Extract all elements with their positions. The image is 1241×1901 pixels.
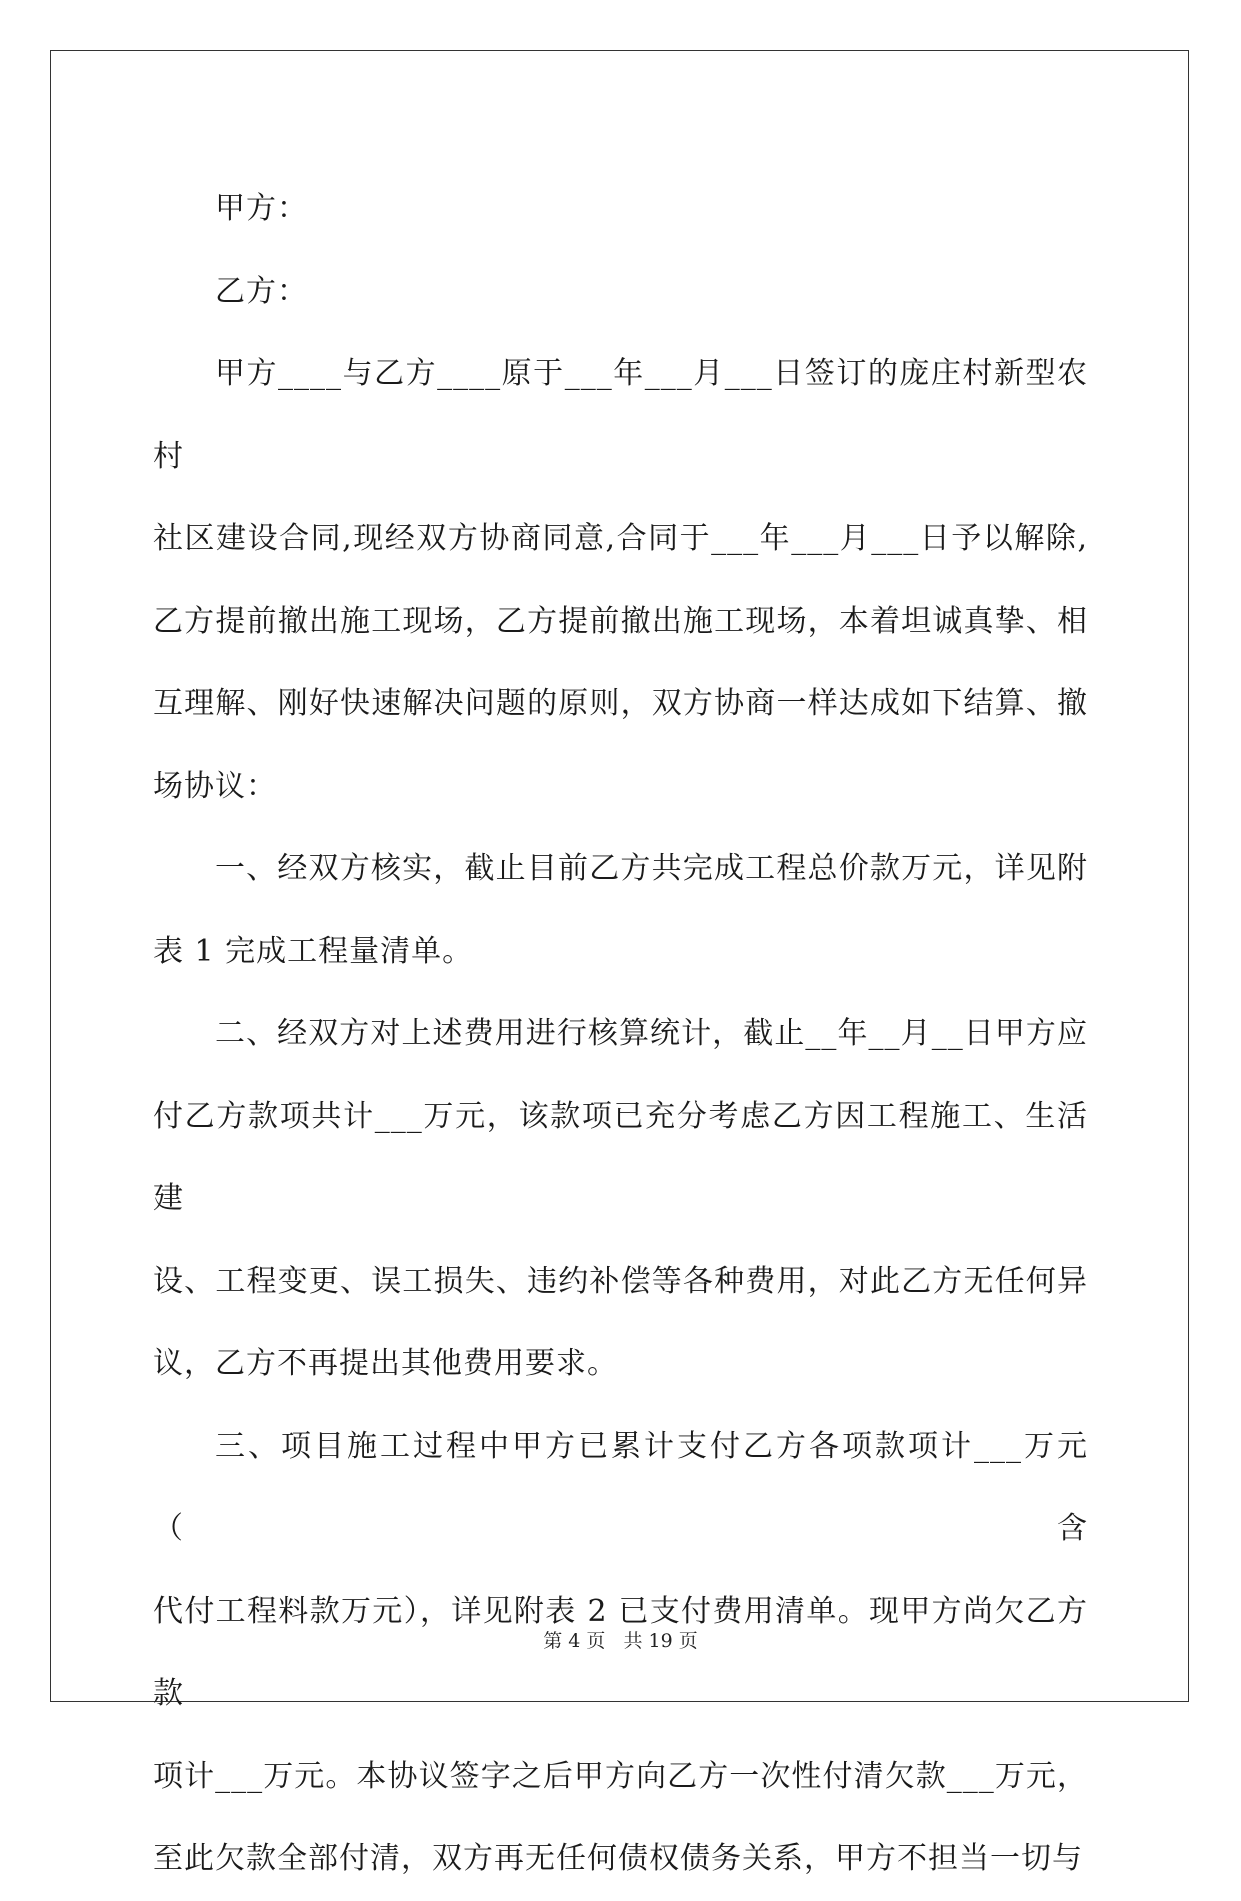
paragraph-clause-3: [153, 1406, 1088, 1901]
text-line: 项计___万元。本协议签字之后甲方向乙方一次性付清欠款___万元，: [153, 1758, 1088, 1794]
text-line: 议，乙方不再提出其他费用要求。: [153, 1346, 618, 1381]
text-line: 一、经双方核实，截止目前乙方共完成工程总价款万元，详见附: [215, 851, 1088, 886]
page-number: 第 4 页: [543, 1630, 606, 1652]
paragraph-intro: [153, 333, 1088, 828]
text-line: 表 1 完成工程量清单。: [153, 933, 474, 969]
text-line: 二、经双方对上述费用进行核算统计，截止__年__月__日甲方应: [215, 1016, 1088, 1051]
text-line: 代付工程料款万元），详见附表 2 已支付费用清单。现甲方尚欠乙方款: [153, 1593, 1088, 1711]
text-line: 社区建设合同,现经双方协商同意,合同于___年___月___日予以解除,: [153, 521, 1088, 556]
text-line: 付乙方款项共计___万元，该款项已充分考虑乙方因工程施工、生活建: [153, 1098, 1088, 1216]
paragraph-clause-2: [153, 993, 1088, 1406]
text-line: 乙方提前撤出施工现场，乙方提前撤出施工现场，本着坦诚真挚、相: [153, 603, 1088, 639]
paragraph-party-b: [153, 251, 1088, 334]
text-line: 乙方：: [215, 273, 308, 309]
page-total: 共 19 页: [623, 1630, 698, 1652]
text-line: 甲方：: [215, 191, 308, 226]
text-line: 设、工程变更、误工损失、违约补偿等各种费用，对此乙方无任何异: [153, 1263, 1088, 1299]
paragraph-clause-1: [153, 828, 1088, 993]
paragraph-party-a: [153, 168, 1088, 251]
page-footer: [0, 1626, 1241, 1653]
text-line: 场协议：: [153, 768, 277, 804]
text-line: 互理解、刚好快速解决问题的原则，双方协商一样达成如下结算、撤: [153, 686, 1088, 721]
text-line: 至此欠款全部付清，双方再无任何债权债务关系，甲方不担当一切与: [153, 1841, 1083, 1876]
text-line: 三、项目施工过程中甲方已累计支付乙方各项款项计___万元（含: [153, 1428, 1088, 1546]
text-line: 甲方____与乙方____原于___年___月___日签订的庞庄村新型农村: [153, 356, 1088, 474]
